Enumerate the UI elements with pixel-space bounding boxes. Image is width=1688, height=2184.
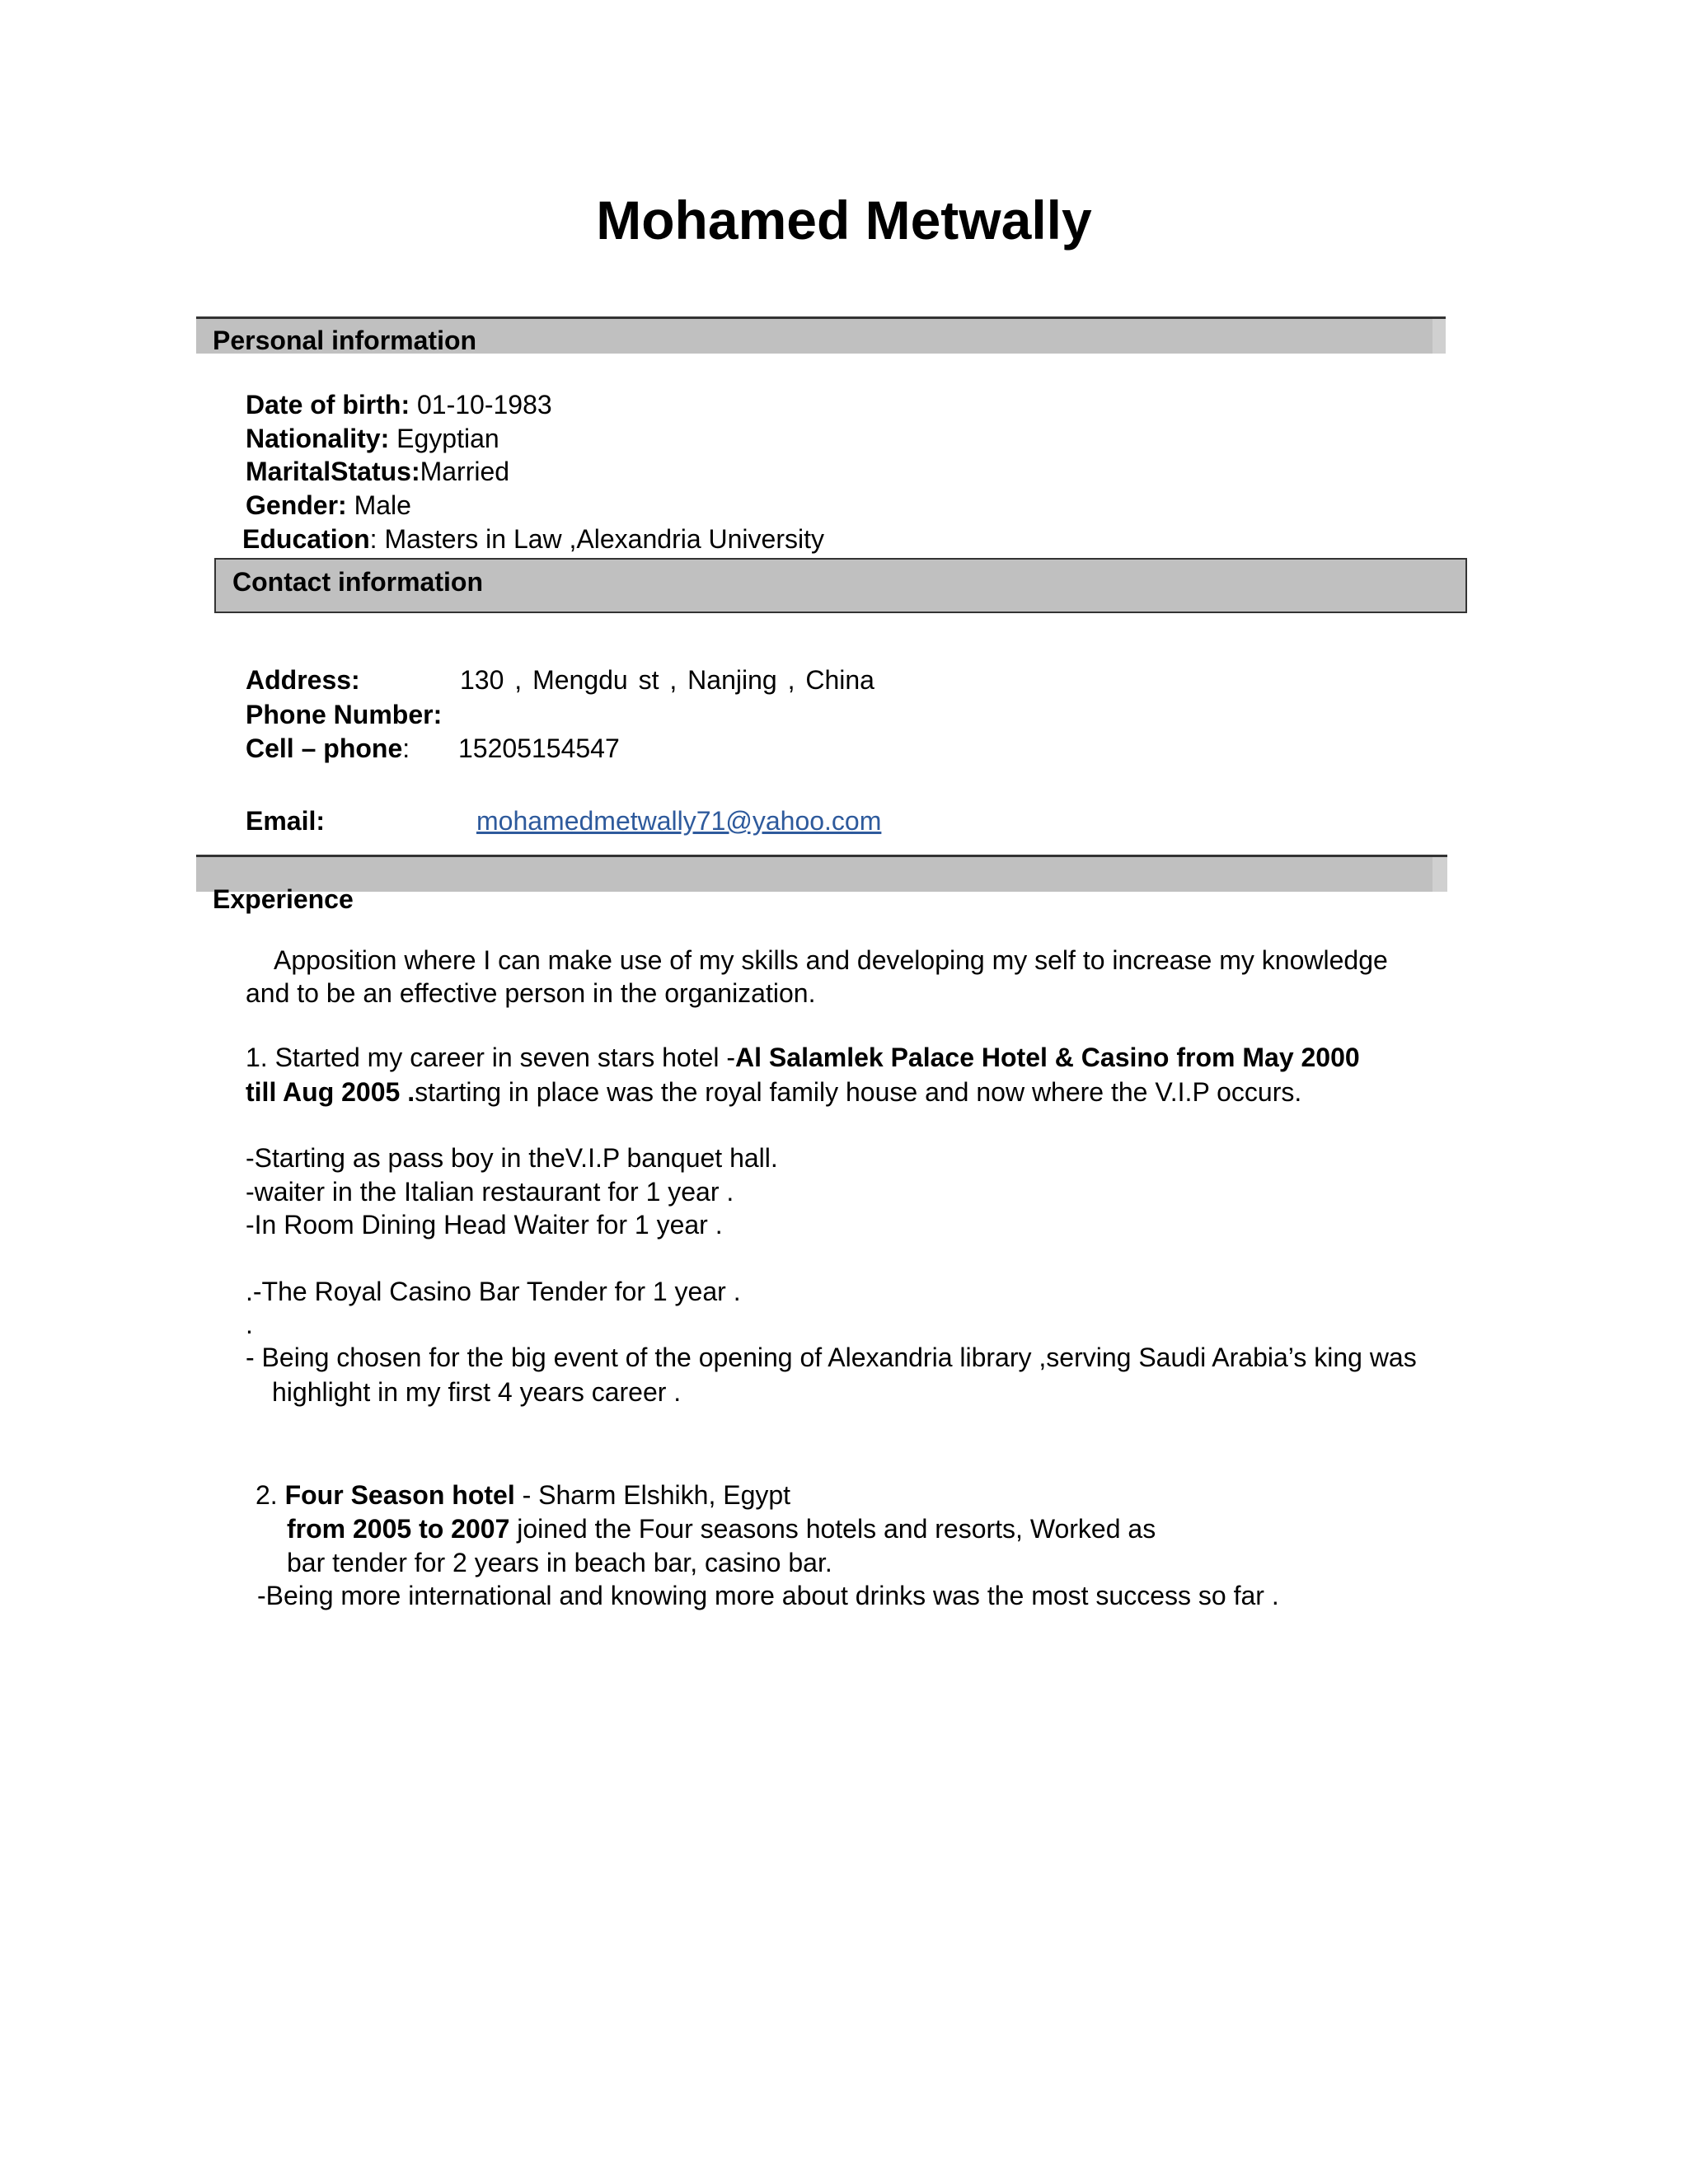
job2-line-1 [256, 1479, 790, 1511]
job2-dates: from 2005 to 2007 [287, 1514, 510, 1544]
resume-name: Mohamed Metwally [596, 190, 1092, 251]
nationality-label: Nationality: [246, 424, 390, 453]
nationality-line [246, 423, 499, 454]
address-value: 130 , Mengdu st , Nanjing , China [460, 665, 874, 695]
job1-item: -Starting as pass boy in theV.I.P banquet hall. [246, 1143, 778, 1173]
job1-dot: . [246, 1310, 253, 1339]
job1-bartender: .-The Royal Casino Bar Tender for 1 year . [246, 1277, 741, 1306]
job1-line-2 [246, 1076, 1301, 1108]
job2-description: joined the Four seasons hotels and resorts, Worked as [509, 1514, 1156, 1544]
marital-line [246, 456, 509, 487]
job1-end-date: till Aug 2005 . [246, 1077, 415, 1107]
job2-employer: Four Season hotel [284, 1480, 515, 1510]
cell-line [246, 733, 410, 764]
nationality-value: Egyptian [389, 424, 499, 453]
job1-item: -waiter in the Italian restaurant for 1 year . [246, 1177, 734, 1207]
job1-line-1 [246, 1042, 1360, 1073]
job2-prefix: 2. [256, 1480, 285, 1510]
header-band-tail [1432, 857, 1447, 892]
dob-value: 01-10-1983 [410, 390, 552, 419]
experience-header-band [196, 855, 1447, 892]
personal-info-header [196, 316, 1446, 354]
education-line [242, 523, 824, 555]
email-link[interactable]: mohamedmetwally71@yahoo.com [476, 806, 882, 836]
personal-info-heading: Personal information [213, 326, 477, 355]
marital-label: MaritalStatus: [246, 457, 420, 486]
gender-value: Male [346, 490, 411, 520]
cell-value: 15205154547 [458, 733, 620, 763]
address-label: Address: [246, 665, 360, 695]
job1-highlight-line-2: highlight in my first 4 years career . [272, 1377, 682, 1407]
objective-line-1: Apposition where I can make use of my skills and developing my self to increase my knowledge [274, 945, 1388, 975]
cell-colon: : [402, 733, 410, 763]
contact-info-header [214, 558, 1467, 613]
job2-line-2 [287, 1513, 1156, 1544]
gender-label: Gender: [246, 490, 347, 520]
gender-line [246, 490, 411, 521]
job2-line-3: bar tender for 2 years in beach bar, casino bar. [287, 1548, 832, 1577]
job1-description: starting in place was the royal family house and now where the V.I.P occurs. [415, 1077, 1302, 1107]
job1-highlight-line-1: - Being chosen for the big event of the opening of Alexandria library ,serving Saudi Arabia’s king was [246, 1343, 1417, 1372]
job1-prefix: 1. Started my career in seven stars hotel - [246, 1043, 736, 1072]
job1-employer: Al Salamlek Palace Hotel & Casino from May 2000 [735, 1043, 1360, 1072]
objective-line-2: and to be an effective person in the organization. [246, 978, 816, 1008]
email-label: Email: [246, 806, 326, 836]
job2-line-4: -Being more international and knowing more about drinks was the most success so far . [257, 1581, 1279, 1610]
education-value: : Masters in Law ,Alexandria University [369, 524, 824, 554]
dob-label: Date of birth: [246, 390, 410, 419]
phone-label: Phone Number: [246, 700, 443, 729]
contact-info-heading: Contact information [232, 567, 483, 597]
dob-line [246, 389, 552, 420]
job2-location: - Sharm Elshikh, Egypt [514, 1480, 791, 1510]
cell-label: Cell – phone [246, 733, 403, 763]
header-band-tail [1432, 319, 1446, 354]
experience-heading: Experience [213, 884, 354, 914]
job1-item: -In Room Dining Head Waiter for 1 year . [246, 1210, 723, 1240]
education-label: Education [242, 524, 370, 554]
marital-value: Married [420, 457, 510, 486]
